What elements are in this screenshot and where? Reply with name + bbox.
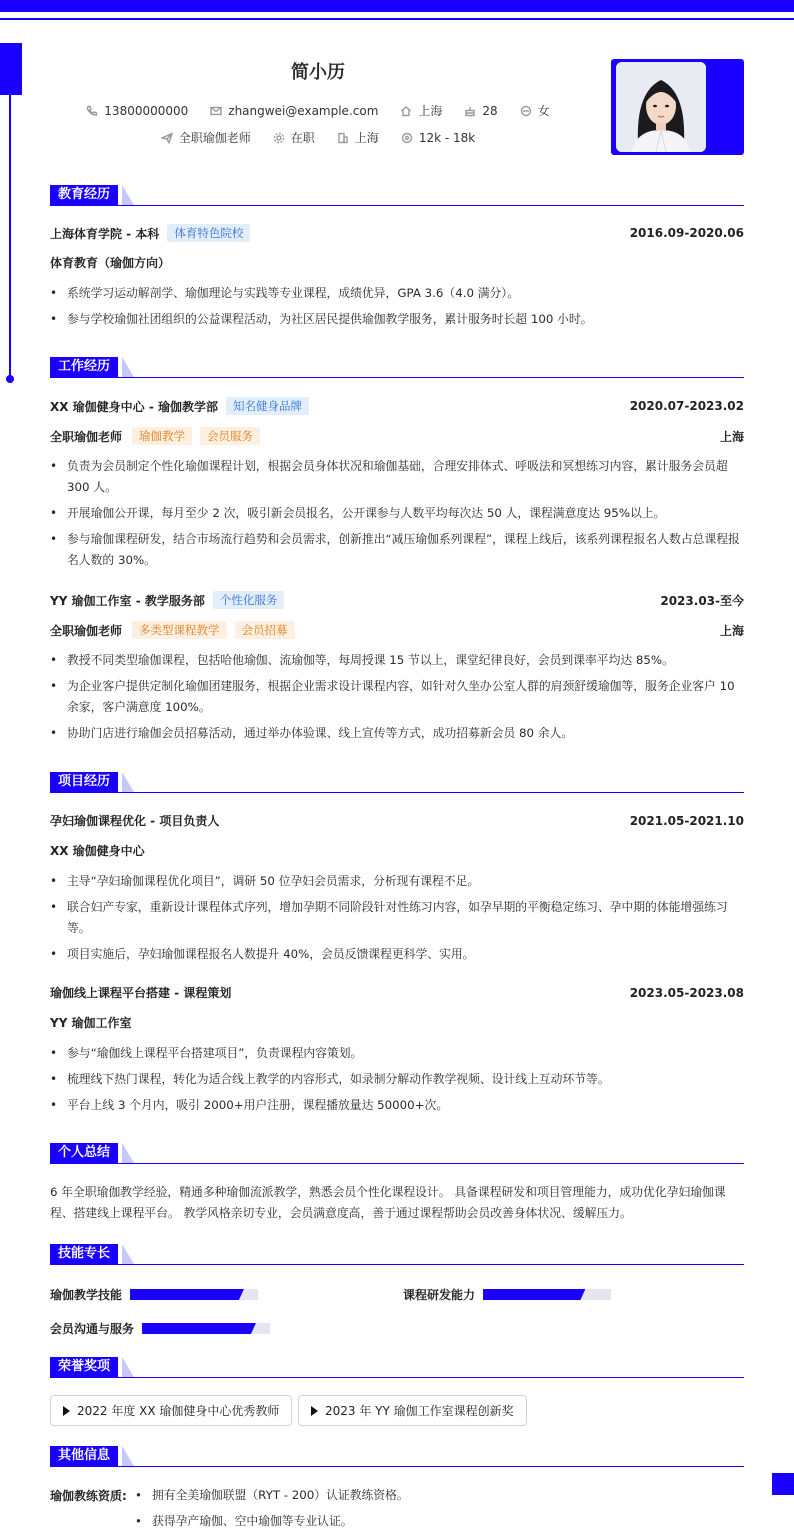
list-item: • 项目实施后，孕妇瑜伽课程报名人数提升 40%，会员反馈课程更科学、实用。 (50, 944, 744, 965)
section-other (50, 1446, 744, 1468)
skill-name: 课程研发能力 (403, 1288, 476, 1302)
salary-item (401, 131, 475, 145)
skill-bar (142, 1323, 270, 1334)
list-item: • 协助门店进行瑜伽会员招募活动，通过举办体验课、线上宣传等方式，成功招募新会员 80 余人。 (50, 723, 744, 744)
project-header (50, 812, 744, 829)
education-header (50, 224, 744, 242)
other-label: 瑜伽教练资质: (50, 1489, 127, 1503)
job-target-item (161, 129, 251, 146)
phone-item (86, 104, 188, 118)
play-triangle-icon (63, 1406, 70, 1416)
section-work (50, 357, 744, 379)
section-title: 其他信息 (50, 1446, 118, 1466)
section-title: 个人总结 (50, 1143, 118, 1163)
work-role-row (50, 621, 744, 639)
work-header (50, 397, 744, 415)
list-item: • 负责为会员制定个性化瑜伽课程计划，根据会员身体状况和瑜伽基础，合理安排体式、呼吸法和冥想练习内容，累计服务会员超 300 人。 (50, 456, 744, 498)
email-item (210, 104, 378, 118)
school-tag: 体育特色院校 (167, 224, 250, 242)
top-accent-bar (0, 0, 794, 12)
project-title: 瑜伽线上课程平台搭建 - 课程策划 (50, 986, 232, 1000)
project-org: YY 瑜伽工作室 (50, 1016, 132, 1030)
work-role-row (50, 427, 744, 445)
award-item (50, 1395, 292, 1426)
status-item (273, 129, 315, 146)
section-education (50, 185, 744, 207)
work-dates: 2020.07-2023.02 (629, 399, 744, 413)
profile-photo (616, 62, 706, 152)
education-major: 体育教育（瑜伽方向） (50, 256, 171, 270)
age-value: 28 (482, 103, 498, 118)
right-accent-block (772, 1473, 794, 1495)
list-item: • 获得孕产瑜伽、空中瑜伽等专业认证。 (135, 1511, 735, 1532)
project-dates: 2023.05-2023.08 (629, 985, 744, 1000)
gender-value: 女 (537, 104, 550, 118)
section-awards (50, 1357, 744, 1379)
home-icon (400, 105, 412, 117)
work-location: 上海 (719, 429, 744, 444)
list-item: • 参与瑜伽课程研发，结合市场流行趋势和会员需求，创新推出“减压瑜伽系列课程”，课程上线后，该系列课程报名人数占总课程报名人数的 30%。 (50, 529, 744, 571)
list-item: • 拥有全美瑜伽联盟（RYT - 200）认证教练资格。 (135, 1485, 735, 1506)
section-title: 技能专长 (50, 1244, 118, 1264)
project-org-row (50, 1014, 744, 1031)
role-tag: 会员招募 (235, 621, 295, 639)
project-dates: 2021.05-2021.10 (629, 813, 744, 828)
age-item (464, 104, 497, 118)
section-title: 工作经历 (50, 357, 118, 377)
section-projects (50, 772, 744, 794)
list-item: • 主导“孕妇瑜伽课程优化项目”，调研 50 位孕妇会员需求，分析现有课程不足。 (50, 871, 744, 892)
company-name: YY 瑜伽工作室 - 教学服务部 (50, 593, 205, 608)
role-tag: 会员服务 (200, 427, 260, 445)
section-summary (50, 1143, 744, 1165)
city-value: 上海 (418, 104, 443, 118)
role-tag: 多类型课程教学 (132, 621, 227, 639)
role-tag: 瑜伽教学 (132, 427, 192, 445)
skill-bar-fill (483, 1289, 585, 1300)
mail-icon (210, 105, 222, 117)
work-location: 上海 (719, 623, 744, 638)
left-timeline-dot (6, 375, 14, 383)
list-item: • 系统学习运动解剖学、瑜伽理论与实践等专业课程，成绩优异，GPA 3.6（4.0 满分）。 (50, 283, 744, 304)
list-item: • 参与“瑜伽线上课程平台搭建项目”，负责课程内容策划。 (50, 1043, 744, 1064)
summary-text: 6 年全职瑜伽教学经验，精通多种瑜伽流派教学，熟悉会员个性化课程设计。 具备课程研发和项目管理能力，成功优化孕妇瑜伽课程、搭建线上课程平台。 教学风格亲切专业，会员满意度高，善于通过课程帮助会员改善身体状况、缓解压力。 (50, 1185, 726, 1220)
section-title: 教育经历 (50, 185, 118, 205)
work-header (50, 591, 744, 609)
school-name: 上海体育学院 - 本科 (50, 226, 160, 241)
project-org: XX 瑜伽健身中心 (50, 844, 145, 858)
send-icon (161, 132, 173, 144)
work-dates: 2023.03-至今 (660, 593, 744, 608)
section-skills (50, 1244, 744, 1266)
role-title: 全职瑜伽老师 (50, 429, 123, 444)
project-title: 孕妇瑜伽课程优化 - 项目负责人 (50, 814, 220, 828)
skill-bar-fill (130, 1289, 244, 1300)
award-item (298, 1395, 527, 1426)
skill-item (50, 1286, 258, 1303)
city-item (400, 102, 442, 119)
gender-icon (520, 105, 532, 117)
company-tag: 个性化服务 (213, 591, 285, 609)
salary-icon (401, 132, 413, 144)
list-item: • 为企业客户提供定制化瑜伽团建服务，根据企业需求设计课程内容，如针对久坐办公室人群的肩颈舒缓瑜伽等，服务企业客户 10 余家，客户满意度 100%。 (50, 676, 744, 718)
list-item: • 联合妇产专家，重新设计课程体式序列，增加孕期不同阶段针对性练习内容，如孕早期的平衡稳定练习、孕中期的体能增强练习等。 (50, 897, 744, 939)
job-target-value: 全职瑜伽老师 (178, 131, 251, 145)
company-tag: 知名健身品牌 (226, 397, 309, 415)
skill-item (50, 1320, 270, 1337)
list-item: • 开展瑜伽公开课，每月至少 2 次，吸引新会员报名，公开课参与人数平均每次达 50 人，课程满意度达 95%以上。 (50, 503, 744, 524)
skill-name: 会员沟通与服务 (50, 1322, 135, 1336)
building-icon (337, 132, 349, 144)
top-accent-line (0, 18, 794, 20)
candidate-name: 简小历 (291, 62, 345, 83)
work-city-value: 上海 (354, 131, 379, 145)
role-title: 全职瑜伽老师 (50, 623, 123, 638)
award-text: 2023 年 YY 瑜伽工作室课程创新奖 (325, 1404, 514, 1418)
education-dates: 2016.09-2020.06 (629, 226, 744, 240)
photo-frame (611, 59, 744, 155)
email-value: zhangwei@example.com (228, 103, 379, 118)
settings-icon (273, 132, 285, 144)
skill-name: 瑜伽教学技能 (50, 1288, 123, 1302)
skill-bar (483, 1289, 611, 1300)
skill-item (403, 1286, 611, 1303)
company-name: XX 瑜伽健身中心 - 瑜伽教学部 (50, 399, 219, 414)
gender-item (520, 102, 550, 119)
list-item: • 梳理线下热门课程，转化为适合线上教学的内容形式，如录制分解动作教学视频、设计线上互动环节等。 (50, 1069, 744, 1090)
section-title: 荣誉奖项 (50, 1357, 118, 1377)
list-item: • 参与学校瑜伽社团组织的公益课程活动，为社区居民提供瑜伽教学服务，累计服务时长超 100 小时。 (50, 309, 744, 330)
job-info-row (0, 129, 636, 146)
list-item: • 平台上线 3 个月内，吸引 2000+用户注册，课程播放量达 50000+次。 (50, 1095, 744, 1116)
contact-info-row (0, 102, 636, 119)
phone-value: 13800000000 (104, 103, 189, 118)
skill-bar-fill (142, 1323, 256, 1334)
play-triangle-icon (311, 1406, 318, 1416)
status-value: 在职 (290, 131, 315, 145)
work-city-item (337, 129, 379, 146)
project-org-row (50, 842, 744, 859)
section-title: 项目经历 (50, 772, 118, 792)
phone-icon (86, 105, 98, 117)
skill-bar (130, 1289, 258, 1300)
project-header (50, 984, 744, 1001)
education-major-row (50, 254, 744, 271)
list-item: • 教授不同类型瑜伽课程，包括哈他瑜伽、流瑜伽等，每周授课 15 节以上，课堂纪律良好，会员到课率平均达 85%。 (50, 650, 744, 671)
salary-value: 12k - 18k (418, 130, 476, 145)
award-text: 2022 年度 XX 瑜伽健身中心优秀教师 (77, 1404, 280, 1418)
cake-icon (464, 105, 476, 117)
